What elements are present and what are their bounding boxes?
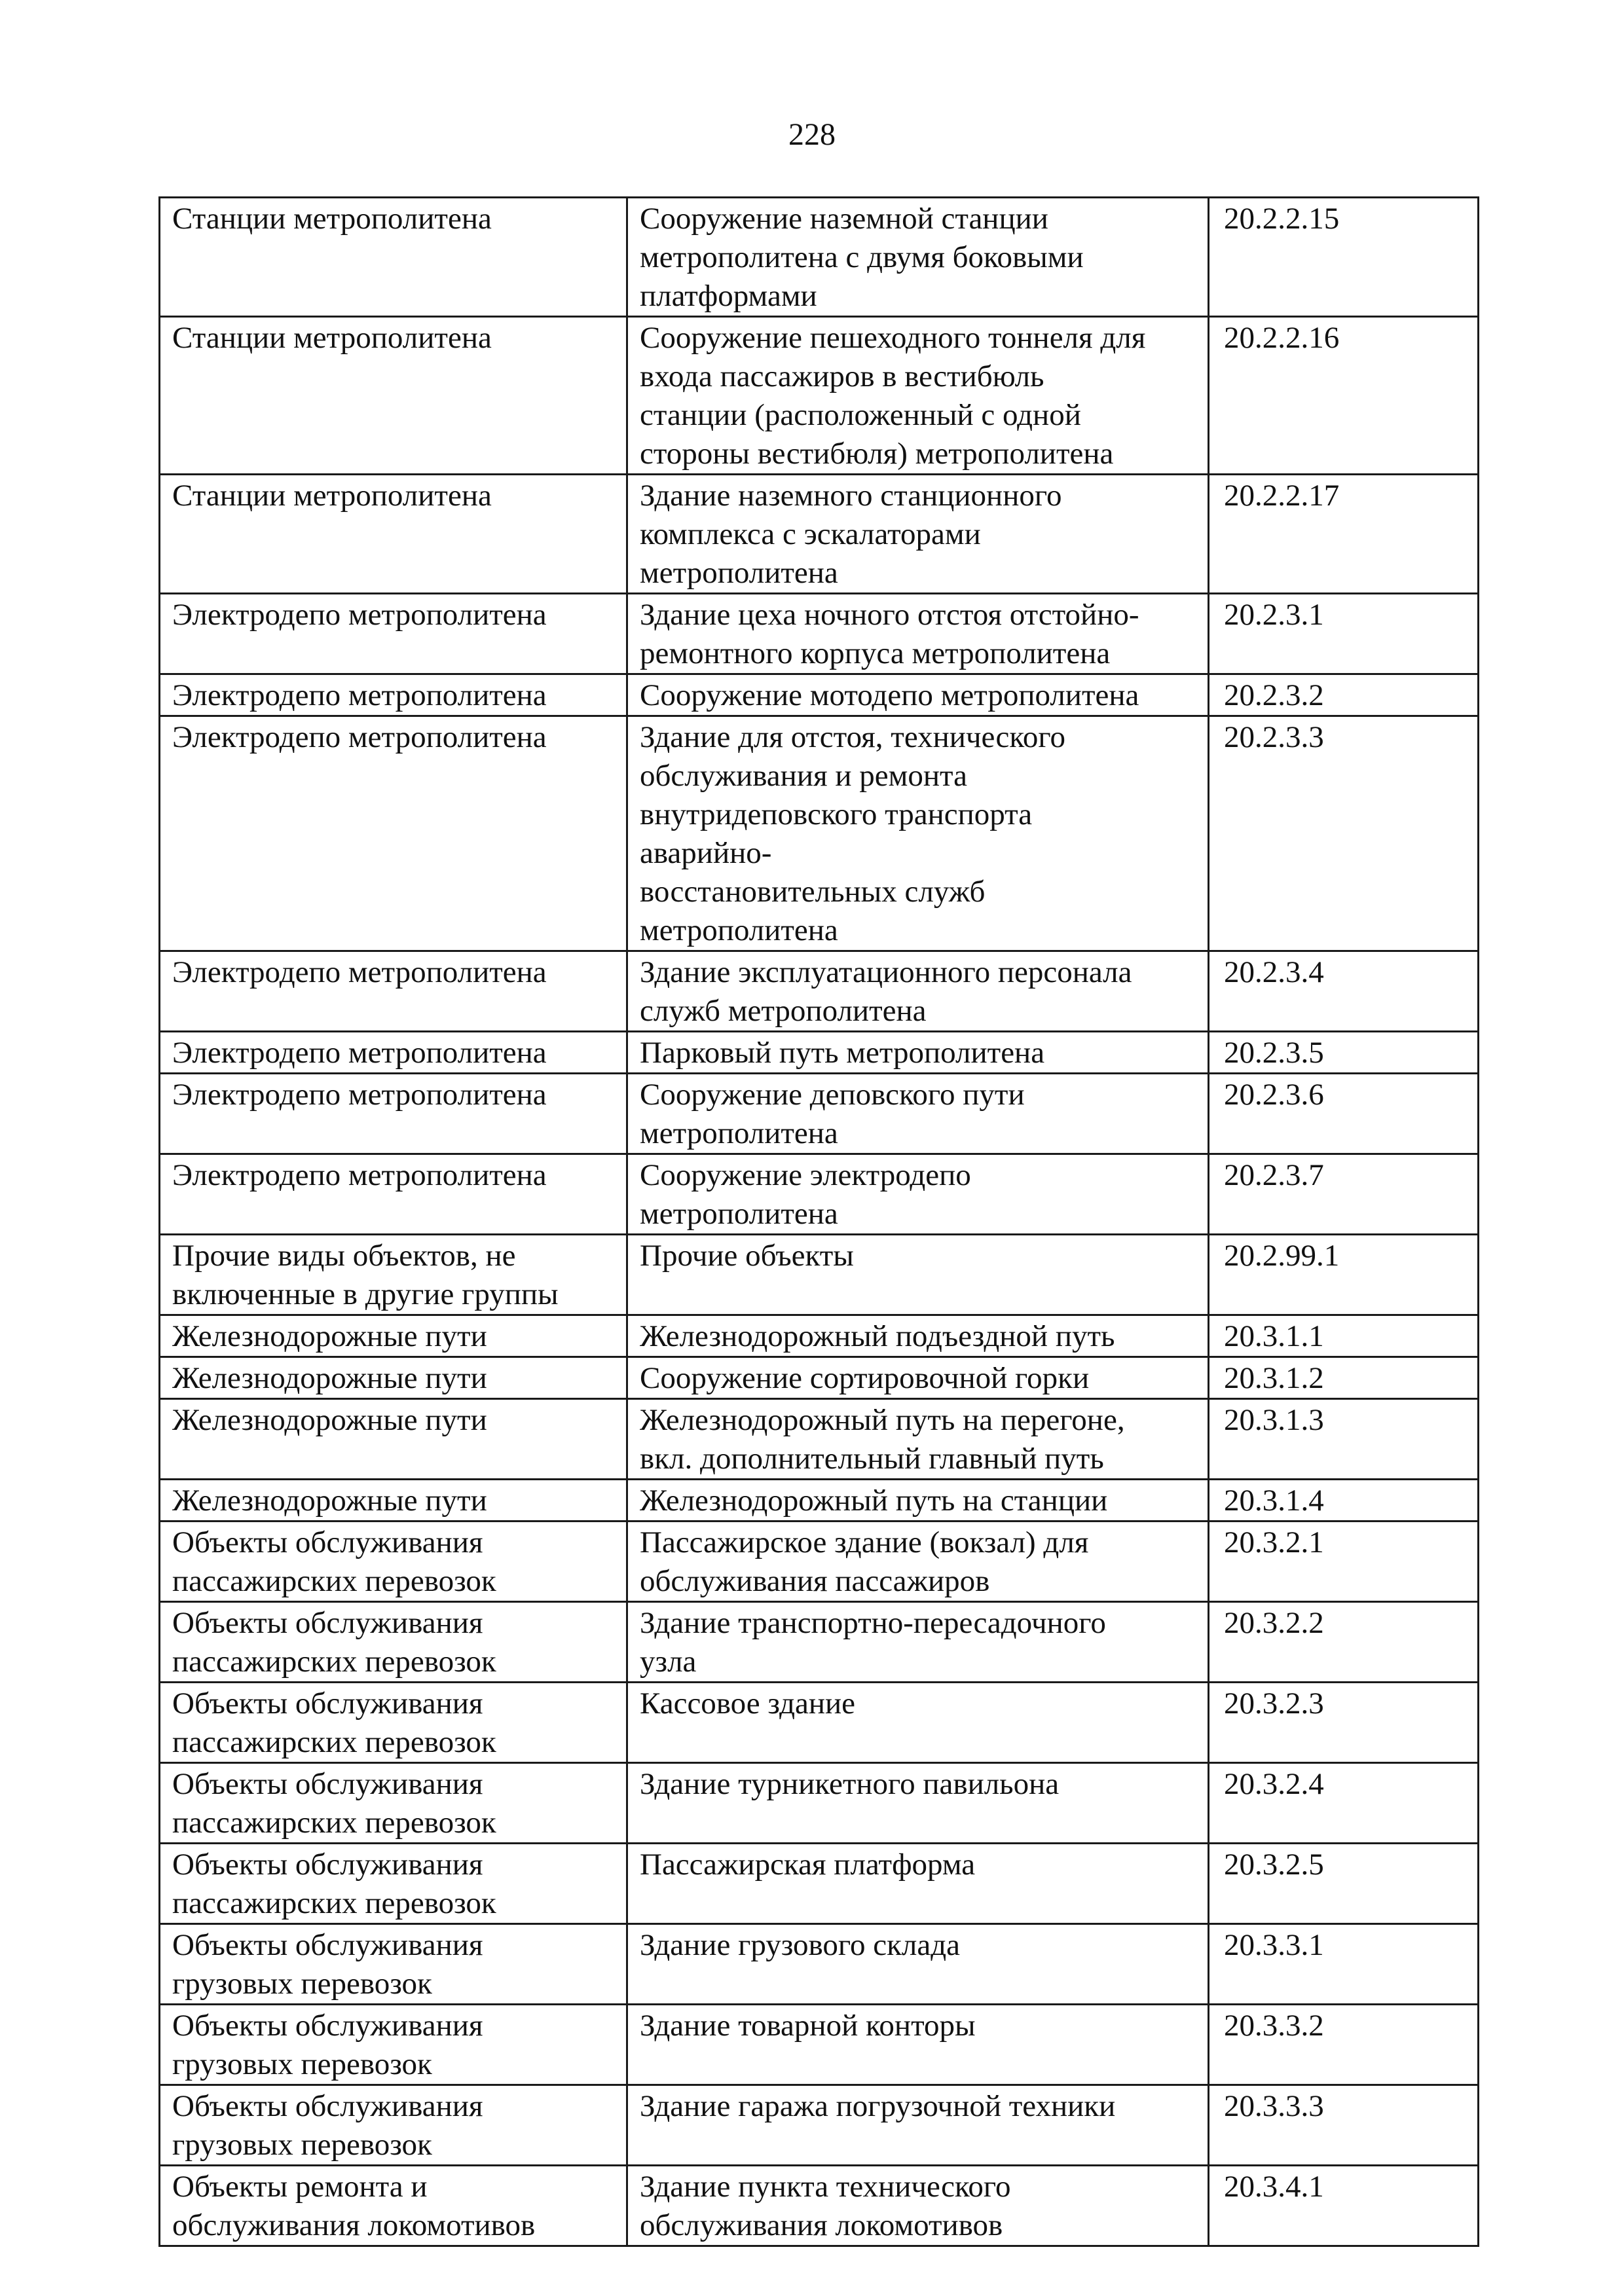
object-code-cell: 20.3.1.4 (1209, 1480, 1479, 1522)
object-group-cell: Электродепо метрополитена (160, 674, 627, 716)
object-group-cell: Объекты обслуживания грузовых перевозок (160, 1924, 627, 2005)
object-name-cell: Пассажирское здание (вокзал) для обслуживания пассажиров (627, 1522, 1209, 1602)
object-group-cell: Железнодорожные пути (160, 1315, 627, 1357)
table-row (160, 1399, 1479, 1480)
object-name-cell: Здание турникетного павильона (627, 1763, 1209, 1844)
table-row (160, 317, 1479, 475)
object-group-cell: Электродепо метрополитена (160, 1074, 627, 1154)
table-row (160, 2085, 1479, 2166)
object-name-cell: Сооружение сортировочной горки (627, 1357, 1209, 1399)
object-name-cell: Парковый путь метрополитена (627, 1032, 1209, 1074)
object-code-cell: 20.3.3.1 (1209, 1924, 1479, 2005)
table-row (160, 2005, 1479, 2085)
object-code-cell: 20.3.2.4 (1209, 1763, 1479, 1844)
object-group-cell: Объекты обслуживания пассажирских перевозок (160, 1602, 627, 1683)
object-group-cell: Объекты обслуживания пассажирских перевозок (160, 1522, 627, 1602)
object-code-cell: 20.3.2.2 (1209, 1602, 1479, 1683)
object-code-cell: 20.3.3.2 (1209, 2005, 1479, 2085)
object-name-cell: Здание эксплуатационного персонала служб метрополитена (627, 951, 1209, 1032)
object-code-cell: 20.2.3.3 (1209, 716, 1479, 951)
object-group-cell: Электродепо метрополитена (160, 594, 627, 674)
object-name-cell: Здание пункта технического обслуживания локомотивов (627, 2166, 1209, 2246)
object-group-cell: Станции метрополитена (160, 475, 627, 594)
table-row (160, 674, 1479, 716)
object-code-cell: 20.2.3.5 (1209, 1032, 1479, 1074)
table-body (160, 198, 1479, 2246)
object-group-cell: Электродепо метрополитена (160, 1154, 627, 1235)
object-code-cell: 20.3.3.3 (1209, 2085, 1479, 2166)
table-row (160, 1522, 1479, 1602)
object-group-cell: Прочие виды объектов, не включенные в другие группы (160, 1235, 627, 1315)
object-code-cell: 20.2.2.15 (1209, 198, 1479, 317)
table-row (160, 1924, 1479, 2005)
object-code-cell: 20.3.2.5 (1209, 1844, 1479, 1924)
object-name-cell: Железнодорожный путь на станции (627, 1480, 1209, 1522)
table-row (160, 2166, 1479, 2246)
table-row (160, 1683, 1479, 1763)
table-row (160, 198, 1479, 317)
object-name-cell: Сооружение пешеходного тоннеля для входа пассажиров в вестибюль станции (расположенный с одной стороны вестибюля) метрополитена (627, 317, 1209, 475)
object-name-cell: Здание товарной конторы (627, 2005, 1209, 2085)
object-name-cell: Кассовое здание (627, 1683, 1209, 1763)
object-group-cell: Железнодорожные пути (160, 1399, 627, 1480)
object-group-cell: Электродепо метрополитена (160, 951, 627, 1032)
object-code-cell: 20.3.2.1 (1209, 1522, 1479, 1602)
object-group-cell: Объекты обслуживания грузовых перевозок (160, 2005, 627, 2085)
table-row (160, 716, 1479, 951)
object-group-cell: Объекты обслуживания пассажирских перевозок (160, 1763, 627, 1844)
table-row (160, 1480, 1479, 1522)
object-name-cell: Сооружение наземной станции метрополитена с двумя боковыми платформами (627, 198, 1209, 317)
object-name-cell: Железнодорожный путь на перегоне, вкл. дополнительный главный путь (627, 1399, 1209, 1480)
classification-table (158, 196, 1479, 2247)
table-row (160, 1074, 1479, 1154)
table-row (160, 1602, 1479, 1683)
table-row (160, 1763, 1479, 1844)
object-name-cell: Прочие объекты (627, 1235, 1209, 1315)
table-row (160, 475, 1479, 594)
object-code-cell: 20.2.2.16 (1209, 317, 1479, 475)
object-name-cell: Здание транспортно-пересадочного узла (627, 1602, 1209, 1683)
object-code-cell: 20.2.3.1 (1209, 594, 1479, 674)
object-name-cell: Здание наземного станционного комплекса с эскалаторами метрополитена (627, 475, 1209, 594)
object-code-cell: 20.3.4.1 (1209, 2166, 1479, 2246)
object-name-cell: Сооружение деповского пути метрополитена (627, 1074, 1209, 1154)
object-group-cell: Объекты ремонта и обслуживания локомотивов (160, 2166, 627, 2246)
object-group-cell: Объекты обслуживания пассажирских перевозок (160, 1844, 627, 1924)
table-row (160, 594, 1479, 674)
object-group-cell: Электродепо метрополитена (160, 1032, 627, 1074)
object-group-cell: Железнодорожные пути (160, 1480, 627, 1522)
object-name-cell: Пассажирская платформа (627, 1844, 1209, 1924)
object-code-cell: 20.2.2.17 (1209, 475, 1479, 594)
object-code-cell: 20.2.3.4 (1209, 951, 1479, 1032)
object-code-cell: 20.3.1.2 (1209, 1357, 1479, 1399)
object-code-cell: 20.3.2.3 (1209, 1683, 1479, 1763)
object-group-cell: Станции метрополитена (160, 317, 627, 475)
table-row (160, 1357, 1479, 1399)
object-group-cell: Железнодорожные пути (160, 1357, 627, 1399)
object-group-cell: Объекты обслуживания грузовых перевозок (160, 2085, 627, 2166)
object-name-cell: Здание грузового склада (627, 1924, 1209, 2005)
table-row (160, 1032, 1479, 1074)
object-name-cell: Здание для отстоя, технического обслуживания и ремонта внутридеповского транспорта аварийно- восстановительных служб метрополитена (627, 716, 1209, 951)
table-row (160, 1154, 1479, 1235)
object-group-cell: Станции метрополитена (160, 198, 627, 317)
object-name-cell: Железнодорожный подъездной путь (627, 1315, 1209, 1357)
page-number: 228 (788, 117, 836, 152)
table-row (160, 951, 1479, 1032)
object-group-cell: Объекты обслуживания пассажирских перевозок (160, 1683, 627, 1763)
object-name-cell: Сооружение электродепо метрополитена (627, 1154, 1209, 1235)
object-name-cell: Сооружение мотодепо метрополитена (627, 674, 1209, 716)
object-code-cell: 20.2.3.7 (1209, 1154, 1479, 1235)
table-row (160, 1844, 1479, 1924)
object-code-cell: 20.3.1.1 (1209, 1315, 1479, 1357)
object-name-cell: Здание цеха ночного отстоя отстойно- ремонтного корпуса метрополитена (627, 594, 1209, 674)
table-row (160, 1315, 1479, 1357)
object-name-cell: Здание гаража погрузочной техники (627, 2085, 1209, 2166)
table-row (160, 1235, 1479, 1315)
object-code-cell: 20.2.3.2 (1209, 674, 1479, 716)
object-code-cell: 20.2.3.6 (1209, 1074, 1479, 1154)
object-group-cell: Электродепо метрополитена (160, 716, 627, 951)
object-code-cell: 20.3.1.3 (1209, 1399, 1479, 1480)
object-code-cell: 20.2.99.1 (1209, 1235, 1479, 1315)
